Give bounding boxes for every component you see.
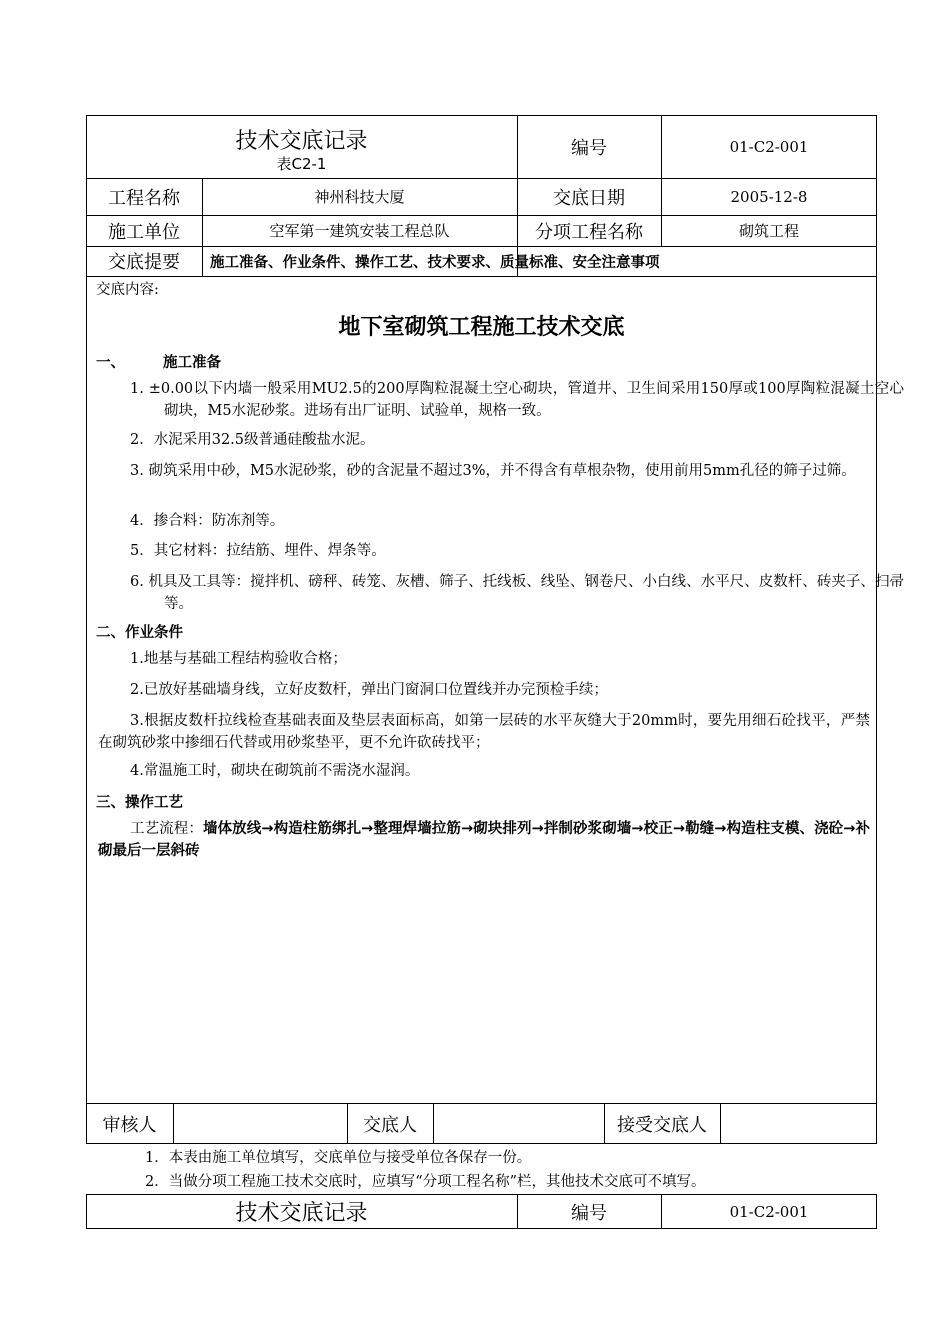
list-item: 2.已放好基础墙身线，立好皮数杆，弹出门窗洞口位置线并办完预检手续；: [130, 682, 608, 698]
process-flow-value: 墙体放线→构造柱筋绑扎→整理焊墙拉筋→砌块排列→拌制砂浆砌墙→校正→勒缝→构造柱支模、浇砼→补砌最后一层斜砖: [98, 821, 871, 859]
list-item: 1. ±0.00以下内墙一般采用MU2.5的200厚陶粒混凝土空心砌块，管道井、卫生间采用150厚或100厚陶粒混凝土空心砌块，M5水泥砂浆。进场有出厂证明、试验单，规格一致。: [130, 381, 904, 419]
summary-value: 施工准备、作业条件、操作工艺、技术要求、质量标准、安全注意事项: [210, 254, 660, 271]
list-item: 6. 机具及工具等：搅拌机、磅秤、砖笼、灰槽、筛子、托线板、线坠、钢卷尺、小白线、水平尺、皮数杆、砖夹子、扫帚等。: [130, 574, 904, 612]
process-flow: [98, 818, 870, 862]
section3-title: 三、操作工艺: [96, 795, 183, 811]
list-item: 1.地基与基础工程结构验收合格；: [130, 651, 347, 667]
list-item: 5．其它材料：拉结筋、埋件、焊条等。: [130, 543, 386, 559]
number-value: 01-C2-001: [729, 137, 809, 156]
receiver-field[interactable]: [720, 1103, 877, 1144]
form-code: 表C2-1: [276, 155, 327, 173]
content-intro-label: 交底内容:: [96, 282, 159, 298]
number-label: 编号: [571, 137, 607, 159]
reviewer-field[interactable]: [173, 1103, 347, 1144]
note-item: 2．当做分项工程施工技术交底时，应填写“分项工程名称”栏，其他技术交底可不填写。: [145, 1174, 706, 1190]
section1-number: 一、: [96, 355, 125, 371]
list-item: 3.根据皮数杆拉线检查基础表面及垫层表面标高，如第一层砖的水平灰缝大于20mm时，要先用细石砼找平，严禁在砌筑砂浆中掺细石代替或用砂浆垫平，更不允许砍砖找平；: [98, 713, 870, 751]
process-flow-label: 工艺流程：: [130, 821, 203, 837]
list-item: 4.常温施工时，砌块在砌筑前不需浇水湿润。: [130, 763, 420, 779]
project-name-label: 工程名称: [108, 187, 180, 209]
discloser-field[interactable]: [433, 1103, 604, 1144]
next-page-number-label: 编号: [571, 1202, 607, 1224]
list-item: 2．水泥采用32.5级普通硅酸盐水泥。: [130, 432, 375, 448]
unit-value: 空军第一建筑安装工程总队: [269, 222, 450, 240]
next-page-form-title: 技术交底记录: [235, 1201, 368, 1226]
summary-label: 交底提要: [108, 252, 180, 273]
list-item: 4．掺合料：防冻剂等。: [130, 513, 285, 529]
date-value: 2005-12-8: [730, 187, 808, 206]
note-item: 1．本表由施工单位填写，交底单位与接受单位各保存一份。: [145, 1150, 532, 1166]
main-title: 地下室砌筑工程施工技术交底: [338, 315, 625, 340]
reviewer-label: 审核人: [102, 1114, 157, 1136]
row-divider: [86, 276, 877, 277]
list-item: 3. 砌筑采用中砂，M5水泥砂浆，砂的含泥量不超过3%，并不得含有草根杂物，使用前用5mm孔径的筛子过筛。: [130, 463, 856, 479]
date-label: 交底日期: [553, 187, 625, 209]
subproject-label: 分项工程名称: [535, 221, 643, 243]
unit-label: 施工单位: [108, 221, 180, 243]
discloser-label: 交底人: [363, 1114, 417, 1136]
section1-title: 施工准备: [163, 355, 221, 371]
receiver-label: 接受交底人: [617, 1114, 707, 1136]
next-page-number-value: 01-C2-001: [729, 1202, 809, 1221]
project-name-value: 神州科技大厦: [314, 188, 405, 206]
form-title: 技术交底记录: [235, 129, 368, 154]
section2-title: 二、作业条件: [96, 625, 183, 641]
subproject-value: 砌筑工程: [738, 222, 799, 240]
